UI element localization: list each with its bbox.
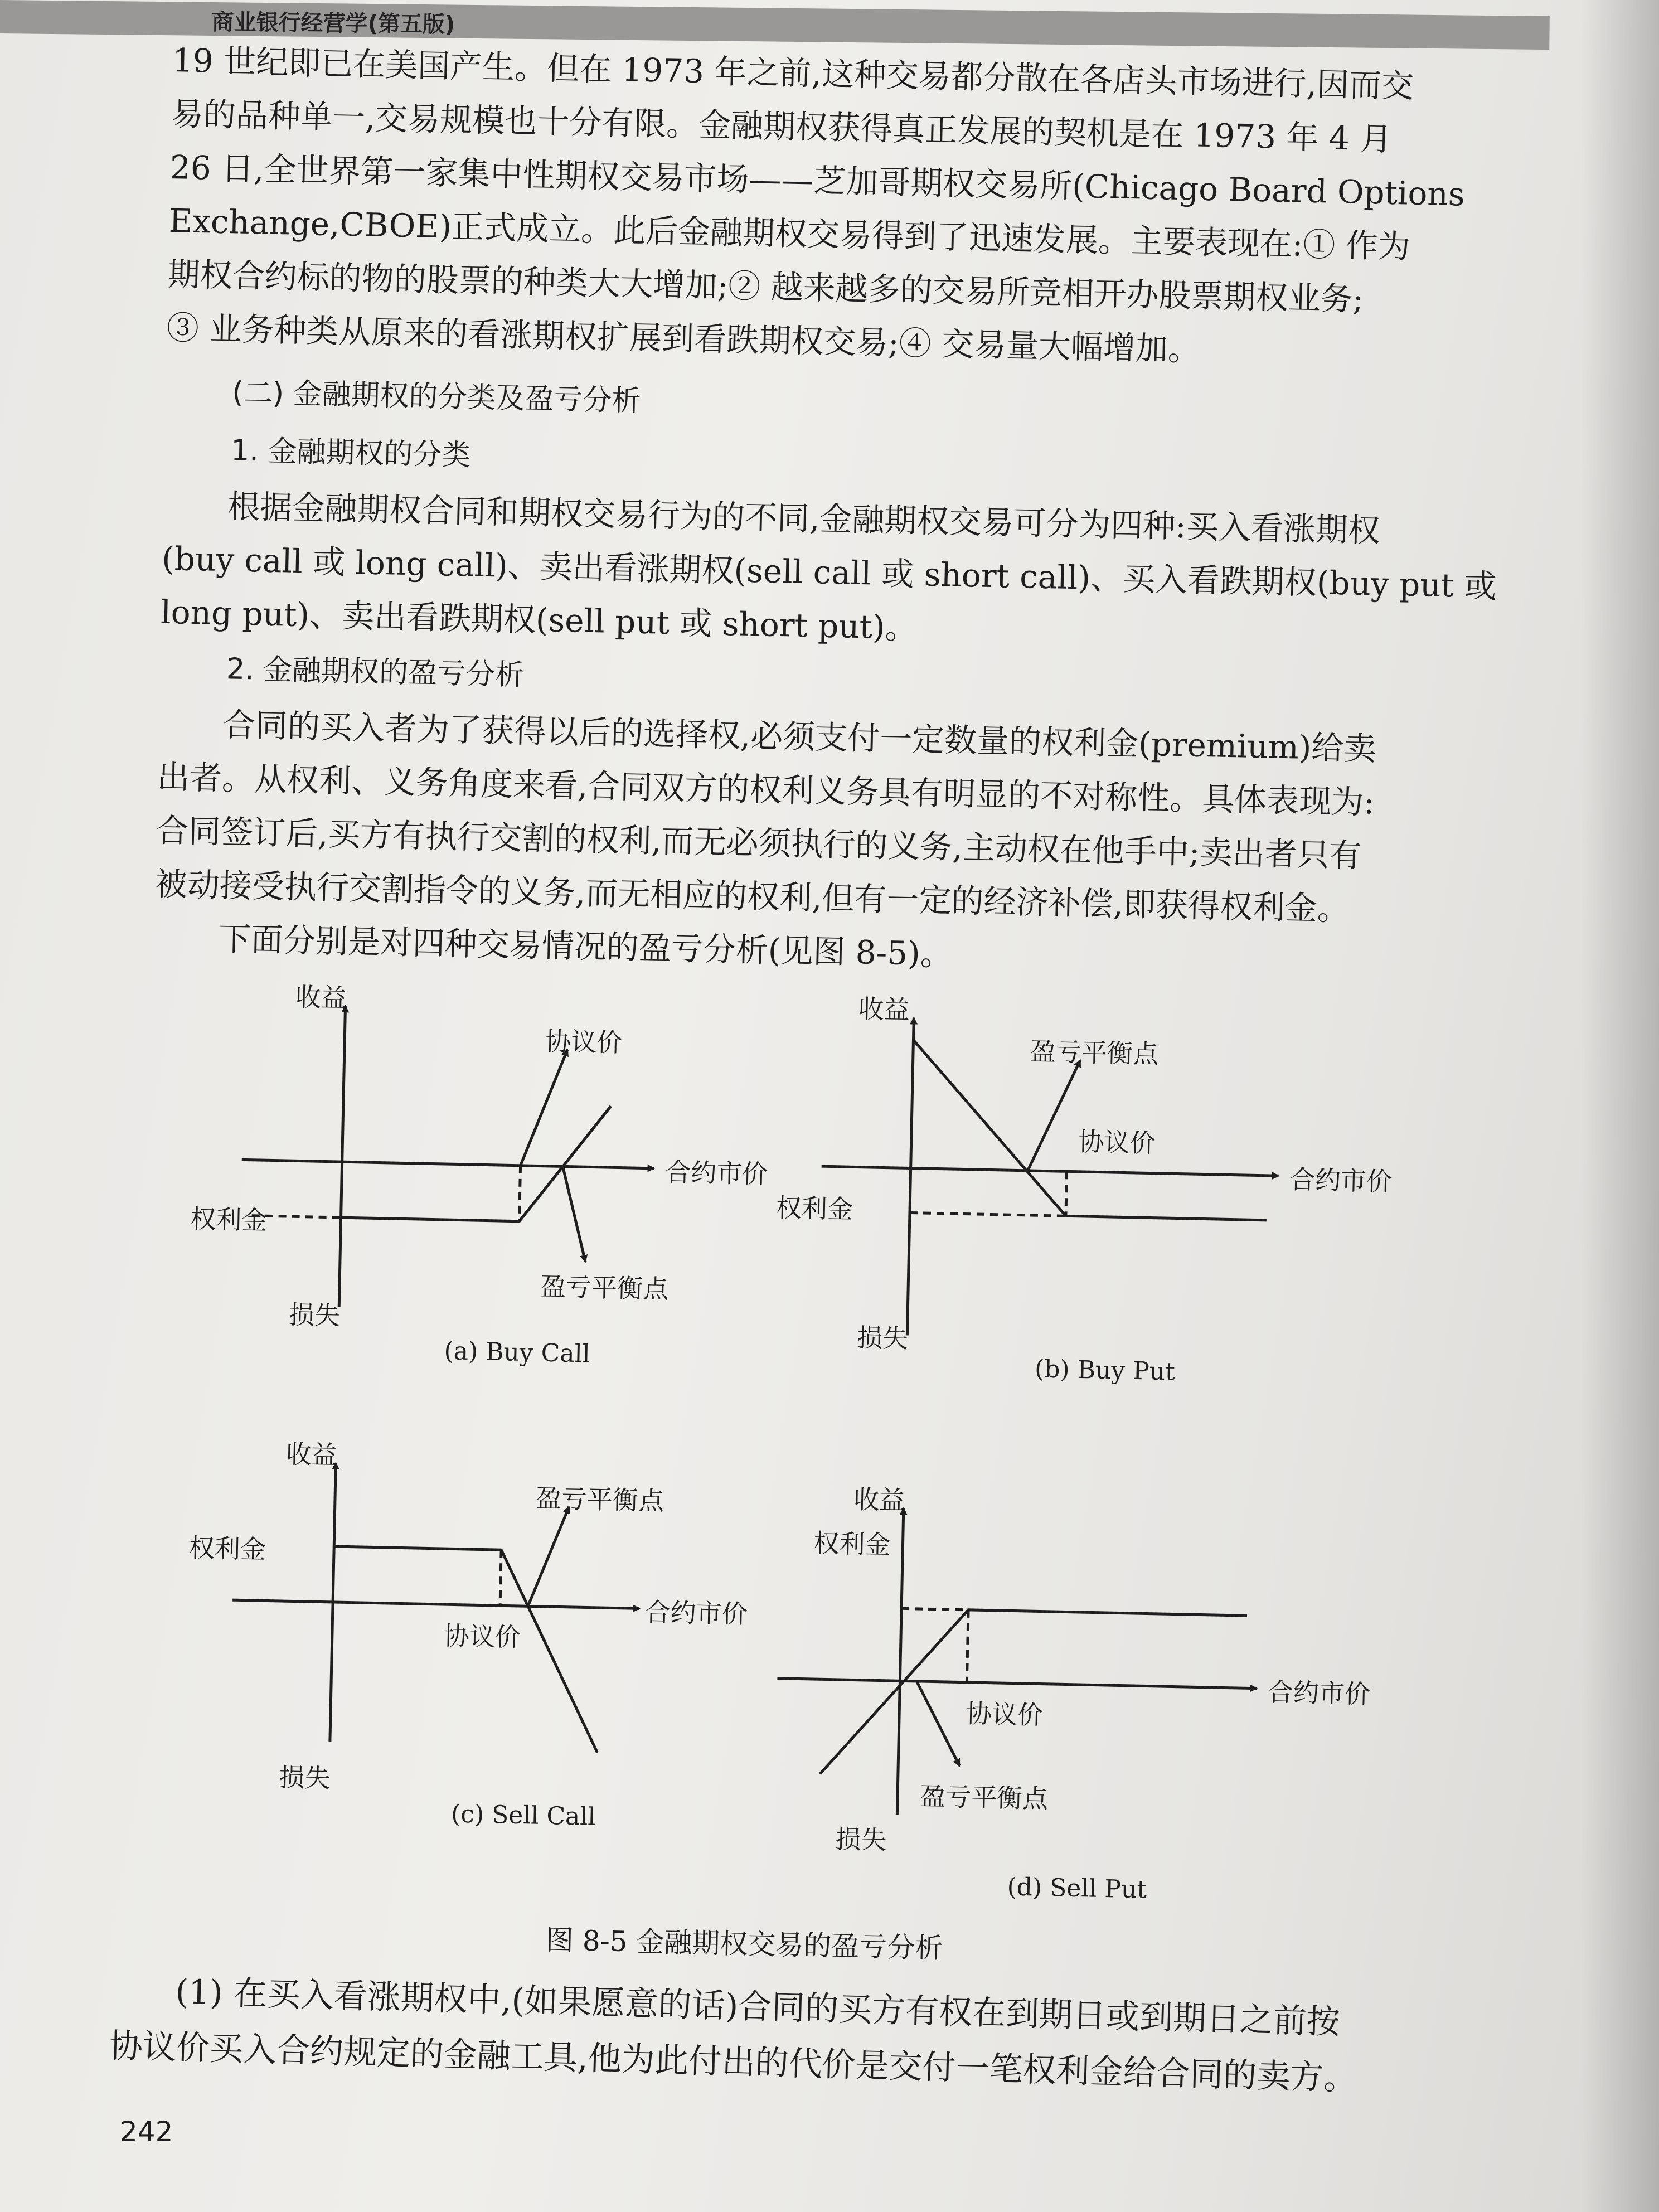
panel-c-strike-dash xyxy=(500,1550,501,1605)
panel-b-y-axis xyxy=(907,1018,914,1336)
panel-c-caption: (c) Sell Call xyxy=(450,1799,596,1831)
panel-d-strike-dash xyxy=(967,1610,968,1682)
intro-line-5: 期权合约标的物的股票的种类大大增加;② 越来越多的交易所竞相开办股票期权业务; xyxy=(167,255,1364,318)
panel-c-x-axis xyxy=(232,1600,639,1608)
analysis-line-4: 被动接受执行交割指令的义务,而无相应的权利,但有一定的经济补偿,即获得权利金。 xyxy=(154,865,1350,928)
panel-b-x-axis xyxy=(822,1166,1279,1176)
panel-d-caption: (d) Sell Put xyxy=(1007,1873,1147,1904)
panel-a-x-axis xyxy=(242,1160,654,1168)
panel-b-premium-label: 权利金 xyxy=(775,1192,853,1225)
panel-a-strike-label: 协议价 xyxy=(545,1026,623,1058)
panel-d-strike-label: 协议价 xyxy=(966,1698,1044,1730)
subheading-analysis: 2. 金融期权的盈亏分析 xyxy=(226,652,525,692)
panel-b-x-label: 合约市价 xyxy=(1289,1164,1393,1197)
main-text-block xyxy=(153,33,1510,992)
panel-d-breakeven-pointer xyxy=(915,1681,961,1766)
bottom-line-2: 协议价买入合约规定的金融工具,他为此付出的代价是交付一笔权利金给合同的卖方。 xyxy=(109,2026,1358,2098)
panel-c-y-neg-label: 损失 xyxy=(278,1762,331,1793)
panel-d-y-label: 收益 xyxy=(853,1484,905,1516)
panel-a-strike-pointer xyxy=(521,1049,567,1167)
figure-8-5 xyxy=(188,982,1560,2001)
page-number: 242 xyxy=(120,2116,173,2148)
panel-a-y-axis xyxy=(339,1006,345,1307)
panel-a-breakeven-label: 盈亏平衡点 xyxy=(540,1271,669,1304)
panel-b-y-label: 收益 xyxy=(858,993,910,1025)
intro-line-3: 26 日,全世界第一家集中性期权交易市场——芝加哥期权交易所(Chicago Board Options xyxy=(169,148,1466,214)
panel-d-x-axis xyxy=(777,1679,1257,1689)
panel-a-y-neg-label: 损失 xyxy=(288,1299,341,1331)
running-head: 商业银行经营学(第五版) xyxy=(211,9,455,38)
intro-line-4: Exchange,CBOE)正式成立。此后金融期权交易得到了迅速发展。主要表现在:① 作为 xyxy=(168,201,1411,266)
intro-line-2: 易的品种单一,交易规模也十分有限。金融期权获得真正发展的契机是在 1973 年 4 月 xyxy=(171,94,1393,158)
section-heading: (二) 金融期权的分类及盈亏分析 xyxy=(231,376,642,418)
panel-d-breakeven-label: 盈亏平衡点 xyxy=(919,1781,1049,1814)
panel-d-premium-label: 权利金 xyxy=(813,1527,891,1560)
panel-c-y-label: 收益 xyxy=(285,1439,338,1471)
panel-c-strike-label: 协议价 xyxy=(443,1621,521,1653)
page-edge-shadow xyxy=(1581,0,1659,2212)
panel-b-y-neg-label: 损失 xyxy=(856,1322,909,1354)
intro-line-1: 19 世纪即已在美国产生。但在 1973 年之前,这种交易都分散在各店头市场进行,因而交 xyxy=(172,41,1414,105)
panel-c-breakeven-label: 盈亏平衡点 xyxy=(535,1483,664,1516)
panel-c-x-label: 合约市价 xyxy=(644,1597,748,1629)
analysis-line-2: 出者。从权利、义务角度来看,合同双方的权利义务具有明显的不对称性。具体表现为: xyxy=(157,758,1375,822)
panel-b-breakeven-pointer xyxy=(1028,1059,1080,1172)
panel-b-premium-dash xyxy=(910,1212,1066,1216)
panel-b-breakeven-label: 盈亏平衡点 xyxy=(1030,1036,1159,1069)
panel-b-caption: (b) Buy Put xyxy=(1034,1355,1176,1386)
figure-intro: 下面分别是对四种交易情况的盈亏分析(见图 8-5)。 xyxy=(218,920,953,973)
panel-a-caption: (a) Buy Call xyxy=(444,1337,591,1369)
analysis-line-1: 合同的买入者为了获得以后的选择权,必须支付一定数量的权利金(premium)给卖 xyxy=(222,706,1377,768)
panel-d-premium-dash xyxy=(901,1608,968,1610)
classification-line-2: (buy call 或 long call)、卖出看涨期权(sell call 或 short call)、买入看跌期权(buy put 或 xyxy=(161,539,1497,605)
bottom-line-1: (1) 在买入看涨期权中,(如果愿意的话)合同的买方有权在到期日或到期日之前按 xyxy=(174,1972,1341,2042)
intro-line-6: ③ 业务种类从原来的看涨期权扩展到看跌期权交易;④ 交易量大幅增加。 xyxy=(166,308,1201,368)
panel-b-strike-dash xyxy=(1066,1171,1067,1216)
classification-line-1: 根据金融期权合同和期权交易行为的不同,金融期权交易可分为四种:买入看涨期权 xyxy=(227,487,1381,550)
panel-a-premium-label: 权利金 xyxy=(190,1204,268,1236)
classification-line-3: long put)、卖出看跌期权(sell put 或 short put)。 xyxy=(160,593,918,647)
panel-d-y-neg-label: 损失 xyxy=(835,1823,887,1855)
panel-d-y-axis xyxy=(897,1508,904,1815)
panel-c-premium-label: 权利金 xyxy=(188,1532,266,1565)
panel-d-x-label: 合约市价 xyxy=(1267,1677,1371,1709)
subheading-classification: 1. 金融期权的分类 xyxy=(230,434,472,473)
panel-a-x-label: 合约市价 xyxy=(664,1157,768,1190)
panel-a-breakeven-pointer xyxy=(561,1166,588,1262)
analysis-line-3: 合同签订后,买方有执行交割的权利,而无必须执行的义务,主动权在他手中;卖出者只有 xyxy=(156,811,1362,875)
panel-c-breakeven-pointer xyxy=(528,1506,569,1607)
panel-a-y-label: 收益 xyxy=(295,982,347,1013)
figure-caption: 图 8-5 金融期权交易的盈亏分析 xyxy=(545,1923,943,1964)
panel-a-strike-dash xyxy=(520,1166,521,1221)
panel-b-strike-label: 协议价 xyxy=(1078,1126,1156,1158)
